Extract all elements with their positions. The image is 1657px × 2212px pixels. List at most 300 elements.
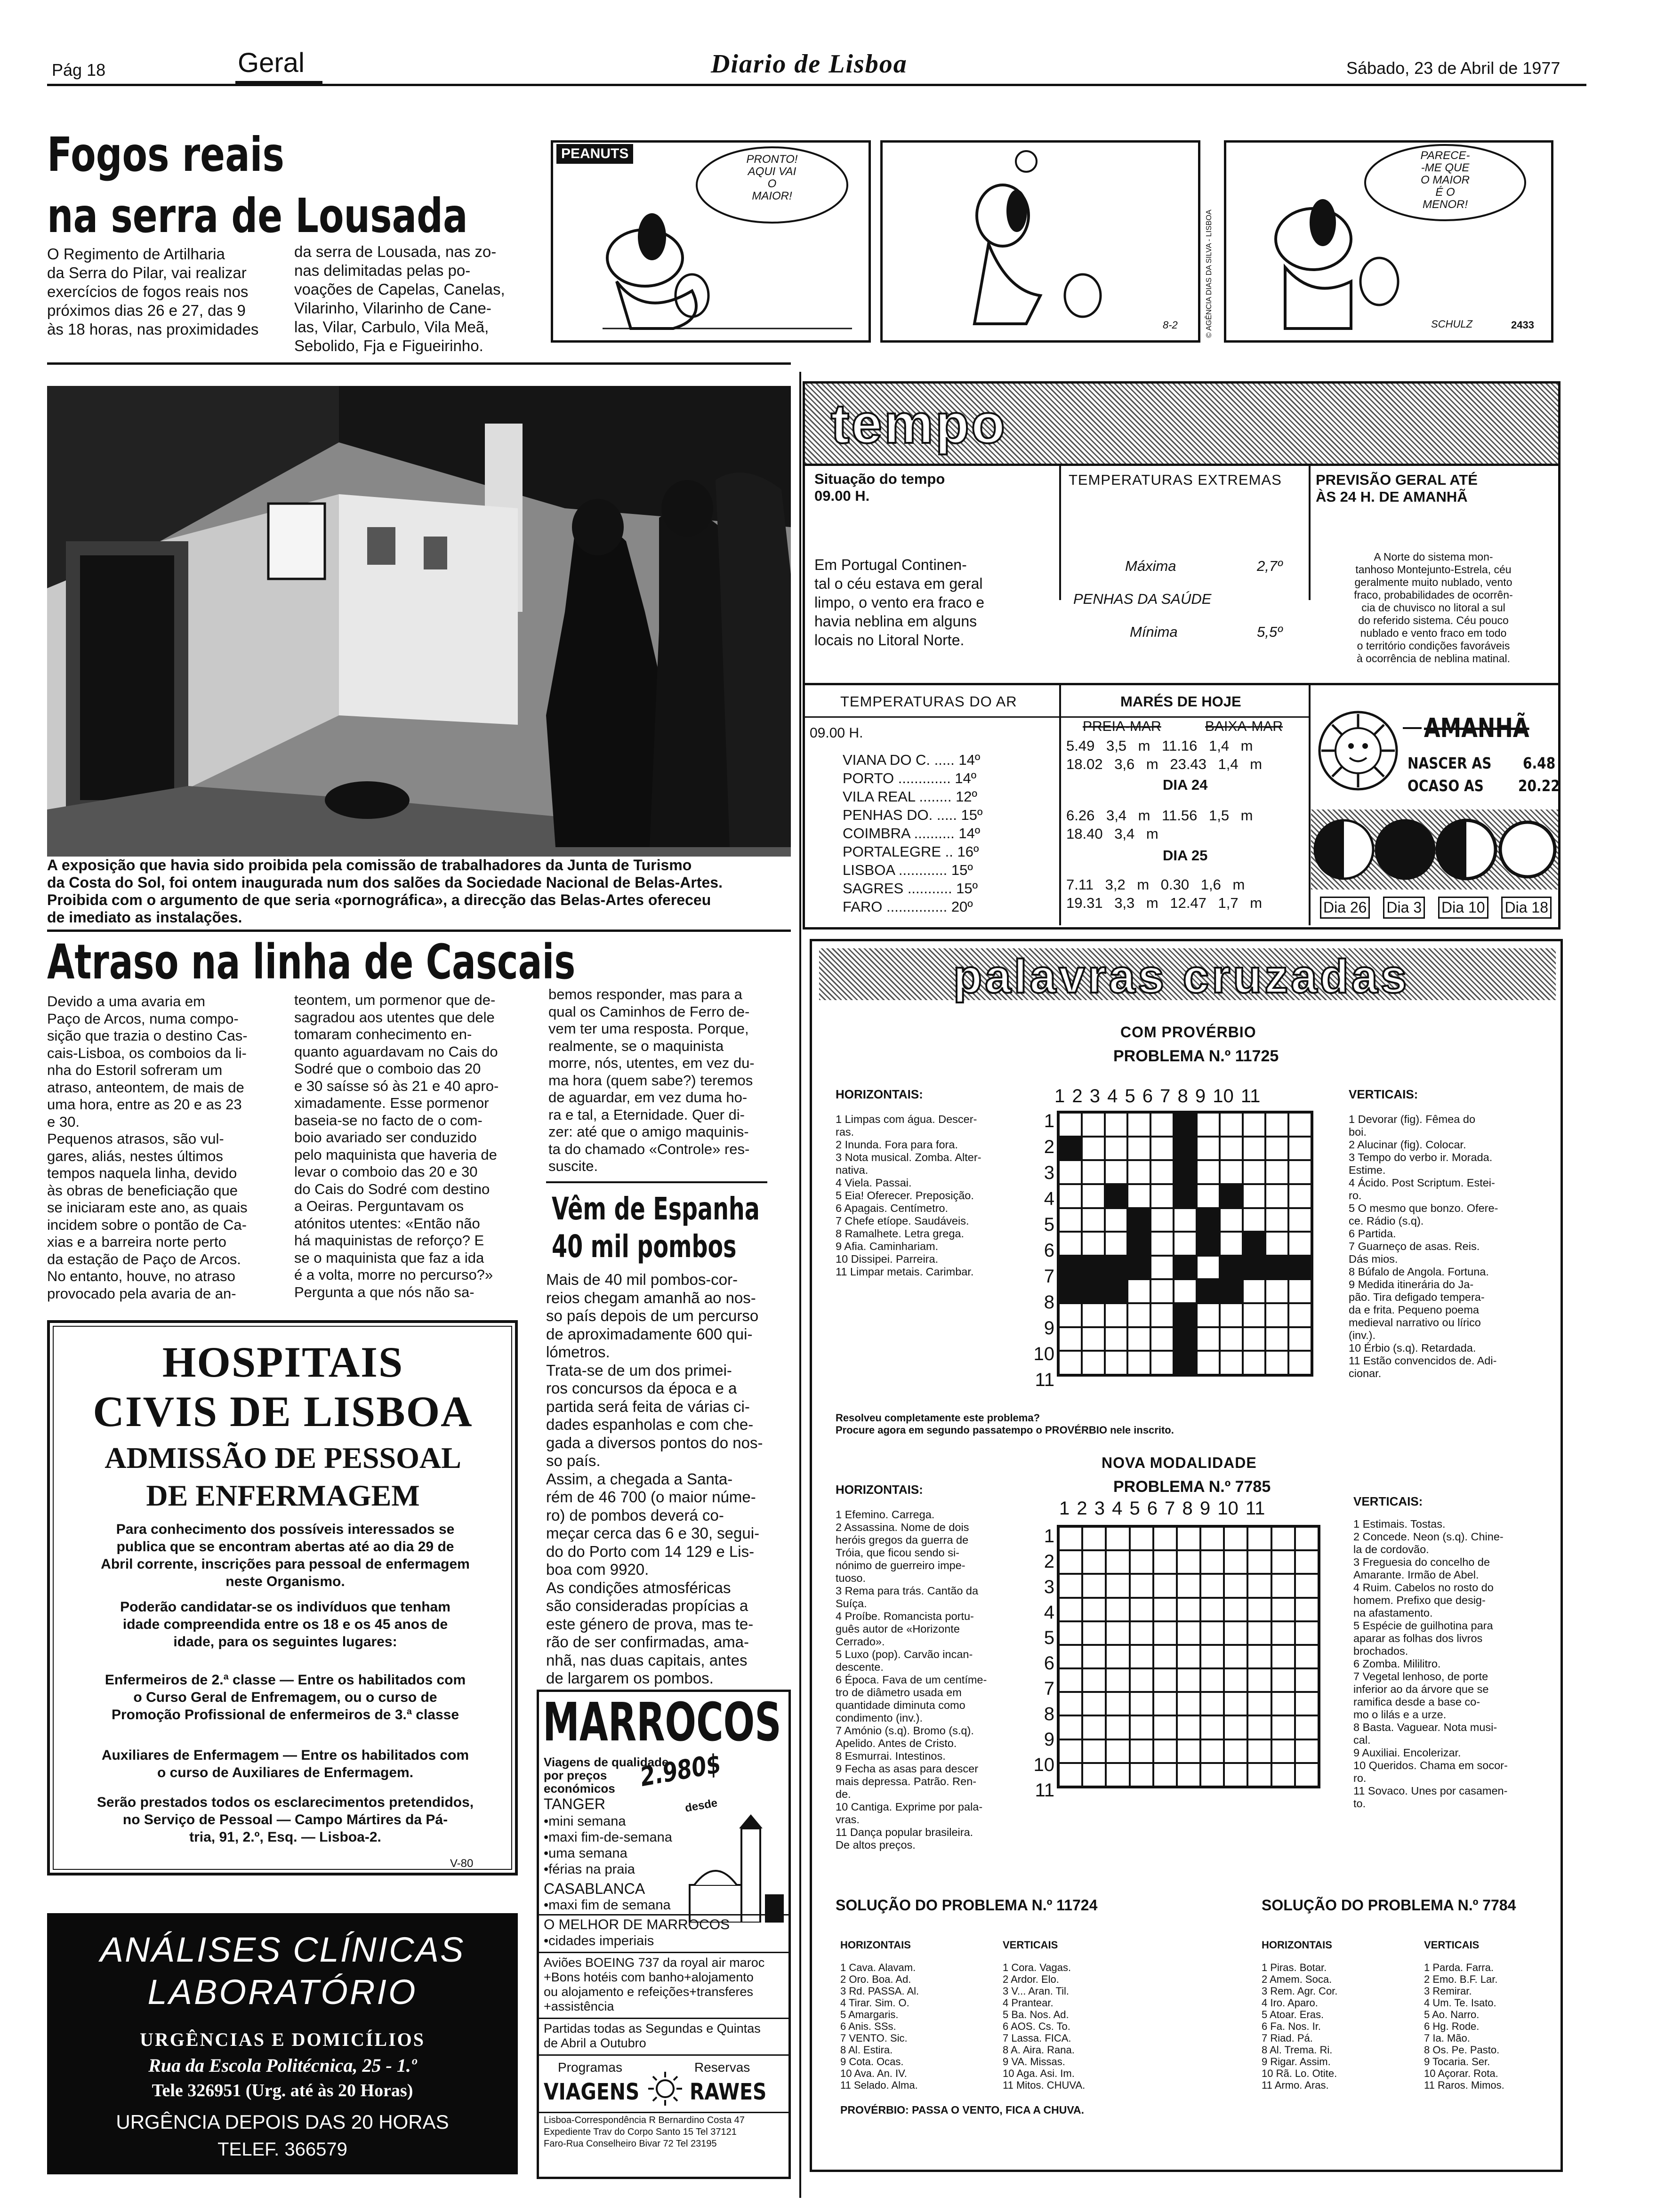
crossword-cell[interactable] — [1106, 1668, 1129, 1692]
crossword-cell[interactable] — [1127, 1351, 1150, 1375]
article-fogos — [47, 127, 541, 354]
masthead-rule — [47, 84, 1586, 86]
crossword-cell[interactable] — [1265, 1327, 1288, 1351]
crossword-cell[interactable] — [1200, 1598, 1224, 1621]
crossword-cell[interactable] — [1247, 1550, 1271, 1574]
crossword-cell[interactable] — [1153, 1598, 1177, 1621]
weather-heading: TEMPERATURAS DO AR — [840, 693, 1017, 710]
crossword-cell[interactable] — [1059, 1160, 1082, 1184]
crossword-cell[interactable] — [1106, 1739, 1129, 1763]
crossword-cell[interactable] — [1130, 1692, 1153, 1715]
crossword-cell[interactable] — [1220, 1232, 1243, 1256]
crossword-cell[interactable] — [1127, 1137, 1150, 1161]
ad-paragraph: Para conhecimento dos possíveis interessados se publica que se encontram abertas até ao dia 29 de Abril corrente, inscrições para pessoal de enfermagem neste Organismo. — [101, 1522, 470, 1589]
crossword-cell[interactable] — [1224, 1739, 1247, 1763]
crossword-grid[interactable] — [1057, 1525, 1320, 1788]
crossword-cell[interactable] — [1059, 1184, 1082, 1208]
crossword-cell[interactable] — [1200, 1645, 1224, 1668]
crossword-cell[interactable] — [1153, 1621, 1177, 1645]
crossword-cell[interactable] — [1200, 1574, 1224, 1597]
black-square — [1197, 1208, 1220, 1232]
crossword-cell[interactable] — [1150, 1232, 1174, 1256]
crossword-cell[interactable] — [1243, 1137, 1266, 1161]
crossword-cell[interactable] — [1059, 1351, 1082, 1375]
crossword-cell[interactable] — [1197, 1113, 1220, 1137]
crossword-cell[interactable] — [1130, 1527, 1153, 1550]
horizontal-clues: 1 Limpas com água. Descer- ras. 2 Inunda. Fora para fora. 3 Nota musical. Zomba. Alter- nativa. 4 Viela. Passai. 5 Eia! Oferecer. Preposição. 6 Apagais. Centímetro. 7 Chefe etíope. Saudáveis. 8 Ramalhete. Letra grega. 9 Afia. Caminhariam. 10 Dissipei. Parreira. 11 Limpar metais. Carimbar. — [836, 1113, 981, 1278]
crossword-cell[interactable] — [1200, 1739, 1224, 1763]
crossword-cell[interactable] — [1243, 1113, 1266, 1137]
crossword-cell[interactable] — [1082, 1692, 1106, 1715]
photo-caption: A exposição que havia sido proibida pela comissão de trabalhadores da Junta de Turismo da Costa do Sol, foi ontem inaugurada num dos salões da Sociedade Nacional de Belas-Artes. Proibida com o argumento de que seria «pornográfica», a direcção das Belas-Artes ofereceu de imediato as instalações. — [47, 857, 723, 926]
city-temp: COIMBRA .......... 14º — [843, 825, 981, 842]
black-square — [1174, 1137, 1197, 1161]
crossword-cell[interactable] — [1153, 1550, 1177, 1574]
snoopy-body — [617, 281, 696, 329]
crossword-cell[interactable] — [1130, 1550, 1153, 1574]
crossword-cell[interactable] — [1082, 1621, 1106, 1645]
grid-row-numbers: 1 2 3 4 5 6 7 8 9 10 11 — [1033, 1111, 1054, 1390]
crossword-cell[interactable] — [1106, 1692, 1129, 1715]
black-square — [1174, 1113, 1197, 1137]
crossword-cell[interactable] — [1271, 1668, 1295, 1692]
crossword-cell[interactable] — [1059, 1739, 1082, 1763]
crossword-cell[interactable] — [1288, 1160, 1311, 1184]
ad-line: URGÊNCIA DEPOIS DAS 20 HORAS — [116, 2111, 449, 2133]
article-body: da serra de Lousada, nas zo- nas delimitadas pelas po- voações de Capelas, Canelas, Vilarinho, Vilarinho de Cane- las, Vilar, Carbulo, Vila Meã, Sebolido, Fja e Figueirinho. — [294, 243, 505, 354]
column-rule — [799, 372, 801, 2198]
crossword-cell[interactable] — [1265, 1137, 1288, 1161]
crossword-cell[interactable] — [1082, 1232, 1105, 1256]
crossword-cell[interactable] — [1243, 1208, 1266, 1232]
crossword-cell[interactable] — [1265, 1279, 1288, 1303]
crossword-cell[interactable] — [1271, 1574, 1295, 1597]
crossword-cell[interactable] — [1288, 1232, 1311, 1256]
solution-list: 1 Cava. Alavam. 2 Oro. Boa. Ad. 3 Rd. PASSA. Al. 4 Tirar. Sim. O. 5 Amargaris. 6 Anis. SSs. 7 VENTO. Sic. 8 Al. Estira. 9 Cota. Ocas. 10 Ava. An. IV. 11 Selado. Alma. — [840, 1962, 919, 2091]
brand-name: RAWES — [690, 2079, 767, 2105]
crossword-cell[interactable] — [1082, 1598, 1106, 1621]
crossword-cell[interactable] — [1220, 1303, 1243, 1327]
solution-list: 1 Cora. Vagas. 2 Ardor. Elo. 3 V... Aran. Til. 4 Prantear. 5 Ba. Nos. Ad. 6 AOS. Cs. To. 7 Lassa. FICA. 8 A. Aira. Rana. 9 VA. Missas. 10 Aga. Asi. Im. 11 Mitos. CHUVA. — [1003, 1962, 1086, 2091]
crossword-cell[interactable] — [1177, 1621, 1200, 1645]
crossword-cell[interactable] — [1200, 1527, 1224, 1550]
crossword-cell[interactable] — [1288, 1184, 1311, 1208]
crossword-cell[interactable] — [1271, 1645, 1295, 1668]
crossword-cell[interactable] — [1150, 1160, 1174, 1184]
crossword-cell[interactable] — [1197, 1184, 1220, 1208]
article-pombos — [546, 1186, 791, 1687]
crossword-cell[interactable] — [1247, 1763, 1271, 1787]
crossword-cell[interactable] — [1127, 1327, 1150, 1351]
crossword-cell[interactable] — [1197, 1256, 1220, 1280]
crossword-cell[interactable] — [1265, 1208, 1288, 1232]
crossword-cell[interactable] — [1153, 1715, 1177, 1739]
ad-reference: V-80 — [450, 1857, 474, 1870]
tide-day: DIA 25 — [1163, 847, 1208, 864]
crossword-cell[interactable] — [1059, 1598, 1082, 1621]
crossword-cell[interactable] — [1059, 1692, 1082, 1715]
destination: TANGER — [544, 1795, 605, 1812]
ad-paragraph: Serão prestados todos os esclarecimentos pretendidos, no Serviço de Pessoal — Campo Mártires da Pá- tria, 91, 2.º, Esq. — Lisboa-2. — [97, 1795, 474, 1845]
crossword-cell[interactable] — [1059, 1715, 1082, 1739]
crossword-cell[interactable] — [1105, 1208, 1128, 1232]
crossword-cell[interactable] — [1265, 1113, 1288, 1137]
crossword-cell[interactable] — [1295, 1645, 1319, 1668]
crossword-cell[interactable] — [1105, 1232, 1128, 1256]
crossword-cell[interactable] — [1295, 1739, 1319, 1763]
crossword-cell[interactable] — [1220, 1327, 1243, 1351]
city-temp: FARO ............... 20º — [843, 898, 973, 915]
crossword-cell[interactable] — [1082, 1113, 1105, 1137]
crossword-cell[interactable] — [1150, 1256, 1174, 1280]
crossword-cell[interactable] — [1177, 1668, 1200, 1692]
ad-paragraph: Auxiliares de Enfermagem — Entre os habilitados com o curso de Auxiliares de Enfermagem. — [101, 1747, 469, 1780]
crossword-cell[interactable] — [1224, 1598, 1247, 1621]
crossword-cell[interactable] — [1059, 1327, 1082, 1351]
crossword-cell[interactable] — [1153, 1645, 1177, 1668]
crossword-cell[interactable] — [1105, 1160, 1128, 1184]
crossword-cell[interactable] — [1059, 1574, 1082, 1597]
crossword-cell[interactable] — [1082, 1668, 1106, 1692]
weather-text: A Norte do sistema mon- tanhoso Montejunto-Estrela, céu geralmente muito nublado, vento fraco, probabilidades de ocorrên- cia de chuvisco no litoral a sul do referido sistema. Céu pouco nublado e vento fraco em todo o território condições favoráveis à ocorrência de neblina matinal. — [1354, 551, 1513, 665]
crossword-cell[interactable] — [1130, 1574, 1153, 1597]
crossword-cell[interactable] — [1271, 1598, 1295, 1621]
package-list: •mini semana •maxi fim-de-semana •uma semana •férias na praia — [544, 1814, 672, 1877]
black-square — [1220, 1256, 1243, 1280]
crossword-cell[interactable] — [1197, 1303, 1220, 1327]
crossword-cell[interactable] — [1243, 1327, 1266, 1351]
crossword-cell[interactable] — [1265, 1351, 1288, 1375]
clues-heading: HORIZONTAIS: — [836, 1087, 923, 1101]
crossword-cell[interactable] — [1150, 1208, 1174, 1232]
crossword-cell[interactable] — [1265, 1160, 1288, 1184]
crossword-cell[interactable] — [1224, 1668, 1247, 1692]
crossword-cell[interactable] — [1082, 1763, 1106, 1787]
crossword-cell[interactable] — [1105, 1327, 1128, 1351]
crossword-cell[interactable] — [1059, 1232, 1082, 1256]
crossword-cell[interactable] — [1082, 1137, 1105, 1161]
moon-phase-icons — [1313, 812, 1558, 887]
crossword-cell[interactable] — [1200, 1715, 1224, 1739]
crossword-grid[interactable] — [1057, 1111, 1313, 1377]
newspaper-name: Diario de Lisboa — [711, 49, 908, 79]
crossword-cell[interactable] — [1130, 1645, 1153, 1668]
black-square — [1105, 1256, 1128, 1280]
crossword-cell[interactable] — [1197, 1327, 1220, 1351]
crossword-cell[interactable] — [1082, 1303, 1105, 1327]
crossword-cell[interactable] — [1288, 1303, 1311, 1327]
crossword-cell[interactable] — [1082, 1184, 1105, 1208]
crossword-cell[interactable] — [1271, 1621, 1295, 1645]
crossword-cell[interactable] — [1082, 1327, 1105, 1351]
article-body: Mais de 40 mil pombos-cor- reios chegam amanhã ao nos- so país depois de um percurso de aproximadamente 600 qui- lómetros. Trata-se de um dos primei- ros concursos da época e a partida será feita de várias ci- dades espanholas e com che- gada a diversos pontos do nos- so país. Assim, a chegada a Santa- rém de 46 700 (o maior núme- ro) de pombos deverá co- meçar cerca das 6 e 30, segui- do do Porto com 14 129 e Lis- boa com 9920. As condições atmosféricas são consideradas propícias a este género de prova, mas te- rão de ser confirmadas, ama- nhã, nas duas capitais, antes de largarem os pombos. — [546, 1271, 763, 1687]
crossword-cell[interactable] — [1177, 1598, 1200, 1621]
crossword-cell[interactable] — [1153, 1527, 1177, 1550]
solution-list: 1 Piras. Botar. 2 Amem. Soca. 3 Rem. Agr. Cor. 4 Iro. Aparo. 5 Atoar. Eras. 6 Fa. Nos. Ir. 7 Riad. Pá. 8 Al. Trema. Ri. 9 Rigar. Assim. 10 Rã. Lo. Otite. 11 Armo. Aras. — [1262, 1962, 1338, 2091]
crossword-cell[interactable] — [1200, 1668, 1224, 1692]
crossword-cell[interactable] — [1059, 1668, 1082, 1692]
crossword-cell[interactable] — [1288, 1351, 1311, 1375]
crossword-cell[interactable] — [1247, 1574, 1271, 1597]
weather-place: PENHAS DA SAÚDE — [1073, 591, 1212, 607]
crossword-cell[interactable] — [1265, 1184, 1288, 1208]
tide-day: DIA 24 — [1163, 777, 1208, 793]
crossword-cell[interactable] — [1082, 1645, 1106, 1668]
crossword-cell[interactable] — [1150, 1279, 1174, 1303]
crossword-cell[interactable] — [1247, 1715, 1271, 1739]
crossword-cell[interactable] — [1127, 1184, 1150, 1208]
clues-heading: VERTICAIS: — [1353, 1494, 1423, 1508]
tennis-ball — [1016, 151, 1037, 172]
crossword-cell[interactable] — [1247, 1621, 1271, 1645]
weather-label: Mínima — [1130, 624, 1178, 640]
proverb-answer: PROVÉRBIO: PASSA O VENTO, FICA A CHUVA. — [840, 2104, 1084, 2116]
crossword-cell[interactable] — [1059, 1645, 1082, 1668]
crossword-cell[interactable] — [1200, 1763, 1224, 1787]
crossword-cell[interactable] — [1177, 1550, 1200, 1574]
ad-line: URGÊNCIAS E DOMICÍLIOS — [139, 2029, 426, 2050]
crossword-cell[interactable] — [1177, 1645, 1200, 1668]
crossword-cell[interactable] — [1220, 1137, 1243, 1161]
crossword-cell[interactable] — [1150, 1184, 1174, 1208]
crossword-cell[interactable] — [1153, 1739, 1177, 1763]
crossword-cell[interactable] — [1174, 1279, 1197, 1303]
ad-line: Tele 326951 (Urg. até às 20 Horas) — [152, 2081, 413, 2100]
crossword-cell[interactable] — [1082, 1715, 1106, 1739]
crossword-cell[interactable] — [1059, 1303, 1082, 1327]
ad-heading: ADMISSÃO DE PESSOAL — [105, 1441, 461, 1475]
crossword-cell[interactable] — [1106, 1574, 1129, 1597]
crossword-cell[interactable] — [1059, 1527, 1082, 1550]
crossword-cell[interactable] — [1200, 1550, 1224, 1574]
crossword-cell[interactable] — [1177, 1715, 1200, 1739]
article-body: teontem, um pormenor que de- sagradou aos utentes que dele tomaram conhecimento en- quanto aguardavam no Cais do Sodré que o comboio das 20 e 30 saísse só às 21 e 40 apro- ximadamente. Esse pormenor baseia-se no facto de o com- boio avariado ser conduzido pelo maquinista que haveria de levar o comboio das 20 e 30 do Cais do Sodré com destino a Oeiras. Perguntavam os atónitos utentes: «Então não há maquinistas de reforço? E se o maquinista que faz a ida é a volta, morre no percurso?» Pergunta a que nós não sa- — [294, 992, 499, 1300]
crossword-cell[interactable] — [1271, 1715, 1295, 1739]
crossword-cell[interactable] — [1271, 1527, 1295, 1550]
crossword-cell[interactable] — [1130, 1715, 1153, 1739]
crossword-cell[interactable] — [1059, 1113, 1082, 1137]
crossword-cell[interactable] — [1082, 1160, 1105, 1184]
crossword-cell[interactable] — [1224, 1621, 1247, 1645]
crossword-cell[interactable] — [1082, 1351, 1105, 1375]
crossword-cell[interactable] — [1295, 1763, 1319, 1787]
crossword-cell[interactable] — [1082, 1550, 1106, 1574]
black-square — [1243, 1256, 1266, 1280]
crossword-cell[interactable] — [1224, 1574, 1247, 1597]
destination: CASABLANCA — [544, 1880, 645, 1897]
crossword-cell[interactable] — [1105, 1137, 1128, 1161]
crossword-cell[interactable] — [1243, 1351, 1266, 1375]
crossword-cell[interactable] — [1150, 1303, 1174, 1327]
crossword-cell[interactable] — [1295, 1598, 1319, 1621]
crossword-cell[interactable] — [1153, 1763, 1177, 1787]
crossword-cell[interactable] — [1220, 1160, 1243, 1184]
black-square — [1197, 1279, 1220, 1303]
solution-heading: SOLUÇÃO DO PROBLEMA N.º 7784 — [1262, 1897, 1516, 1914]
crossword-cell[interactable] — [1295, 1715, 1319, 1739]
weather-time: 09.00 H. — [810, 725, 863, 741]
comic-title: PEANUTS — [556, 144, 633, 164]
crossword-cell[interactable] — [1288, 1113, 1311, 1137]
crossword-cell[interactable] — [1130, 1668, 1153, 1692]
crossword-cell[interactable] — [1197, 1351, 1220, 1375]
crossword-cell[interactable] — [1271, 1739, 1295, 1763]
crossword-cell[interactable] — [1127, 1303, 1150, 1327]
crossword-cell[interactable] — [1130, 1763, 1153, 1787]
crossword-cell[interactable] — [1082, 1527, 1106, 1550]
crossword-cell[interactable] — [1105, 1351, 1128, 1375]
crossword-cell[interactable] — [1271, 1763, 1295, 1787]
crossword-cell[interactable] — [1295, 1550, 1319, 1574]
crossword-cell[interactable] — [1082, 1739, 1106, 1763]
crossword-cell[interactable] — [1271, 1692, 1295, 1715]
crossword-cell[interactable] — [1224, 1715, 1247, 1739]
black-square — [1243, 1232, 1266, 1256]
puzzle-note: Resolveu completamente este problema? Procure agora em segundo passatempo o PROVÉRBIO nele inscrito. — [836, 1412, 1174, 1436]
article-body: Devido a uma avaria em Paço de Arcos, numa compo- sição que trazia o destino Cas- cais-Lisboa, os comboios da li- nha do Estoril sofreram um atraso, anteontem, de mais de uma hora, entre as 20 e as 23 e 30. Pequenos atrasos, são vul- gares, aliás, nestes últimos tempos naquela linha, devido às obras de beneficiação que se iniciaram este ano, as quais incidem sobre o pontão de Ca- xias e a barreira norte perto da estação de Paço de Arcos. No entanto, houve, no atraso provocado pela avaria de an- — [47, 993, 248, 1302]
crossword-cell[interactable] — [1247, 1645, 1271, 1668]
crossword-cell[interactable] — [1224, 1692, 1247, 1715]
crossword-cell[interactable] — [1106, 1763, 1129, 1787]
crossword-cell[interactable] — [1106, 1527, 1129, 1550]
crossword-cell[interactable] — [1247, 1739, 1271, 1763]
crossword-cell[interactable] — [1288, 1208, 1311, 1232]
crossword-cell[interactable] — [1130, 1598, 1153, 1621]
black-square — [1174, 1303, 1197, 1327]
crossword-cell[interactable] — [1177, 1739, 1200, 1763]
city-temp: PENHAS DO. ..... 15º — [843, 807, 983, 823]
crossword-cell[interactable] — [1224, 1645, 1247, 1668]
crossword-cell[interactable] — [1220, 1351, 1243, 1375]
tide-times: 6.26 3,4 m 11.56 1,5 m 18.40 3,4 m — [1066, 807, 1253, 842]
black-square — [1105, 1184, 1128, 1208]
crossword-cell[interactable] — [1220, 1208, 1243, 1232]
crossword-cell[interactable] — [1106, 1550, 1129, 1574]
crossword-cell[interactable] — [1174, 1232, 1197, 1256]
crossword-cell[interactable] — [1106, 1598, 1129, 1621]
snoopy-ear — [638, 213, 666, 260]
comic-signature: SCHULZ — [1431, 318, 1473, 330]
black-square — [1059, 1256, 1082, 1280]
crossword-cell[interactable] — [1265, 1303, 1288, 1327]
crossword-cell[interactable] — [1271, 1550, 1295, 1574]
crossword-cell[interactable] — [1106, 1715, 1129, 1739]
crossword-cell[interactable] — [1224, 1527, 1247, 1550]
crossword-cell[interactable] — [1153, 1692, 1177, 1715]
crossword-cell[interactable] — [1295, 1527, 1319, 1550]
crossword-cell[interactable] — [1150, 1327, 1174, 1351]
crossword-cell[interactable] — [1153, 1574, 1177, 1597]
crossword-cell[interactable] — [1106, 1621, 1129, 1645]
tide-label: BAIXA-MAR — [1205, 719, 1283, 734]
ad-paragraph: Enfermeiros de 2.ª classe — Entre os habilitados com o Curso Geral de Enfremagem, ou o curso de Promoção Profissional de enfermeiros de 3.ª classe — [105, 1672, 466, 1723]
crossword-cell[interactable] — [1247, 1527, 1271, 1550]
crossword-cell[interactable] — [1177, 1763, 1200, 1787]
sun-label: NASCER AS — [1408, 754, 1492, 772]
crossword-cell[interactable] — [1059, 1208, 1082, 1232]
weather-heading: TEMPERATURAS EXTREMAS — [1069, 472, 1282, 488]
crossword-cell[interactable] — [1106, 1645, 1129, 1668]
ad-heading: CIVIS DE LISBOA — [93, 1387, 473, 1435]
crossword-cell[interactable] — [1059, 1763, 1082, 1787]
crossword-cell[interactable] — [1153, 1668, 1177, 1692]
article-body: O Regimento de Artilharia da Serra do Pilar, vai realizar exercícios de fogos reais nos próximos dias 26 e 27, das 9 às 18 horas, nas proximidades — [47, 245, 259, 338]
crossword-cell[interactable] — [1174, 1208, 1197, 1232]
crossword-cell[interactable] — [1177, 1574, 1200, 1597]
crossword-cell[interactable] — [1177, 1692, 1200, 1715]
crossword-cell[interactable] — [1059, 1621, 1082, 1645]
city-temp: VIANA DO C. ..... 14º — [843, 752, 981, 768]
crossword-cell[interactable] — [1295, 1574, 1319, 1597]
ad-heading: MARROCOS — [543, 1692, 781, 1753]
crossword-cell[interactable] — [1082, 1208, 1105, 1232]
ad-line: TELEF. 366579 — [217, 2139, 347, 2160]
crossword-cell[interactable] — [1127, 1113, 1150, 1137]
crossword-cell[interactable] — [1200, 1621, 1224, 1645]
city-temp: LISBOA ............ 15º — [843, 862, 973, 878]
crossword-cell[interactable] — [1295, 1692, 1319, 1715]
tide-times: 7.11 3,2 m 0.30 1,6 m 19.31 3,3 m 12.47 1,7 m — [1066, 876, 1263, 911]
crossword-cell[interactable] — [1243, 1160, 1266, 1184]
crossword-cell[interactable] — [1265, 1232, 1288, 1256]
crossword-cell[interactable] — [1243, 1279, 1266, 1303]
crossword-cell[interactable] — [1127, 1279, 1150, 1303]
weather-section — [803, 381, 1560, 930]
crossword-cell[interactable] — [1295, 1621, 1319, 1645]
comic-date: 8-2 — [1163, 319, 1178, 331]
weather-value: 5,5º — [1257, 624, 1283, 640]
crossword-cell[interactable] — [1197, 1137, 1220, 1161]
crossword-cell[interactable] — [1288, 1137, 1311, 1161]
crossword-cell[interactable] — [1247, 1598, 1271, 1621]
crossword-cell[interactable] — [1224, 1763, 1247, 1787]
moon-day: Dia 3 — [1383, 897, 1425, 919]
crossword-cell[interactable] — [1200, 1692, 1224, 1715]
crossword-cell[interactable] — [1150, 1351, 1174, 1375]
ad-analises — [47, 1913, 518, 2174]
crossword-cell[interactable] — [1105, 1113, 1128, 1137]
crossword-cell[interactable] — [1150, 1113, 1174, 1137]
crossword-cell[interactable] — [1059, 1550, 1082, 1574]
exhibition-photo — [47, 386, 791, 857]
crossword-cell[interactable] — [1130, 1621, 1153, 1645]
black-square — [1105, 1279, 1128, 1303]
crossword-cell[interactable] — [1150, 1137, 1174, 1161]
weather-title: tempo — [831, 393, 1007, 455]
crossword-cell[interactable] — [1288, 1279, 1311, 1303]
black-square — [1174, 1256, 1197, 1280]
crossword-cell[interactable] — [1127, 1160, 1150, 1184]
crossword-cell[interactable] — [1243, 1303, 1266, 1327]
solution-label: VERTICAIS — [1003, 1939, 1058, 1951]
crossword-cell[interactable] — [1105, 1303, 1128, 1327]
crossword-cell[interactable] — [1177, 1527, 1200, 1550]
crossword-cell[interactable] — [1295, 1668, 1319, 1692]
comic-number: 2433 — [1511, 319, 1534, 331]
crossword-cell[interactable] — [1220, 1113, 1243, 1137]
crossword-cell[interactable] — [1247, 1692, 1271, 1715]
crossword-cell[interactable] — [1243, 1184, 1266, 1208]
crossword-cell[interactable] — [1247, 1668, 1271, 1692]
crossword-cell[interactable] — [1082, 1574, 1106, 1597]
crossword-cell[interactable] — [1288, 1327, 1311, 1351]
crossword-cell[interactable] — [1130, 1739, 1153, 1763]
crossword-cell[interactable] — [1224, 1550, 1247, 1574]
black-square — [1127, 1256, 1150, 1280]
ad-subtitle: Viagens de qualidade por preços económicos — [544, 1755, 669, 1795]
crossword-cell[interactable] — [1197, 1160, 1220, 1184]
puzzle-subtitle: NOVA MODALIDADE — [1102, 1454, 1257, 1471]
